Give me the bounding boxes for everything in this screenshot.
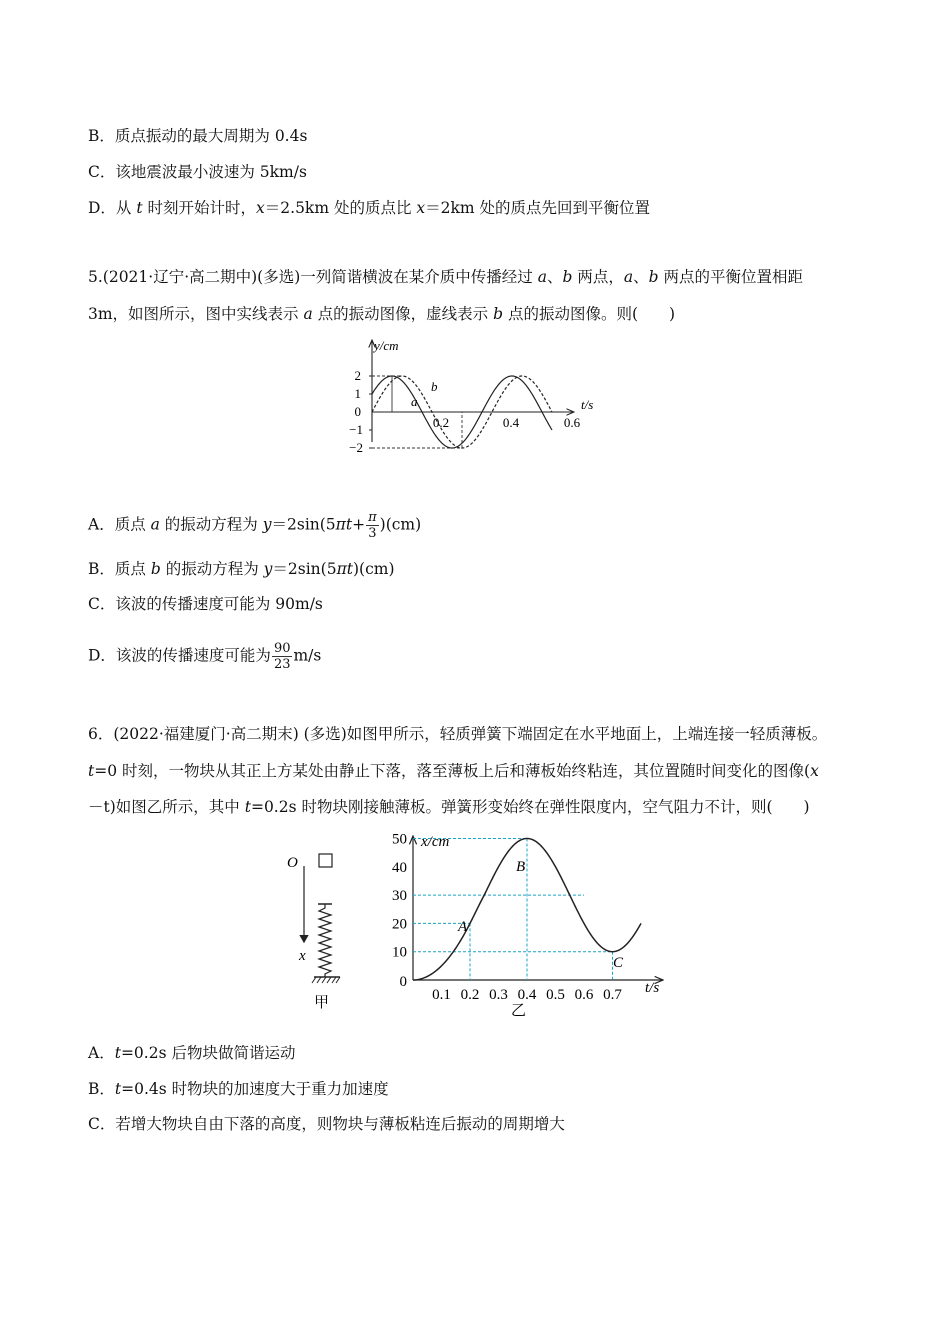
q5-option-d: D．该波的传播速度可能为 $\frac{90}{23}$ m/s <box>88 641 322 672</box>
fig2-y-tick-40: 40 <box>392 859 407 876</box>
fig2-y-axis-label: x/cm <box>421 834 450 850</box>
fraction-pi-over-3: $\frac{\pi}{3}$ <box>368 510 377 541</box>
fig1-y-axis-label: y/cm <box>374 338 399 353</box>
q6-option-b: B．t=0.4s 时物块的加速度大于重力加速度 <box>88 1080 389 1098</box>
origin-label-o: O <box>287 855 298 871</box>
fig1-t-tick-0.4: 0.4 <box>502 415 520 430</box>
caption-jia: 甲 <box>314 995 330 1011</box>
fig2-t-tick-0.4: 0.4 <box>517 987 537 1003</box>
q5-option-c: C．该波的传播速度可能为 90m/s <box>88 595 323 613</box>
fig2-y-tick-20: 20 <box>392 916 407 933</box>
fig2-y-tick-50: 50 <box>392 831 407 848</box>
fig2-axes <box>413 836 663 980</box>
fig2-t-tick-0.3: 0.3 <box>489 987 508 1003</box>
q5-option-b: B．质点 b 的振动方程为 y＝2sin(5πt)(cm) <box>88 560 395 578</box>
fig2-y-tick-0: 0 <box>399 974 407 990</box>
fig1-y-tick-neg1: −1 <box>349 422 363 437</box>
fig2-t-axis-label: t/s <box>645 980 660 996</box>
fig1-y-tick-neg2: −2 <box>349 440 363 455</box>
point-label-b: B <box>516 859 526 875</box>
point-label-a: A <box>458 919 468 935</box>
fig1-t-tick-0.2: 0.2 <box>432 415 450 430</box>
q5-stem-line2: 3m，如图所示，图中实线表示 a 点的振动图像，虚线表示 b 点的振动图像。则( ) <box>88 305 676 323</box>
fig2-t-tick-0.5: 0.5 <box>546 987 565 1003</box>
spring-diagram <box>282 842 362 1017</box>
point-label-c: C <box>613 955 624 971</box>
q6-stem-line3: －t)如图乙所示，其中 t=0.2s 时物块刚接触薄板。弹簧形变始终在弹性限度内，空气阻力不计，则( ) <box>88 798 810 816</box>
q4-option-c: C．该地震波最小波速为 5km/s <box>88 163 307 181</box>
fig2-t-tick-0.2: 0.2 <box>460 987 480 1003</box>
fraction-90-over-23: $\frac{90}{23}$ <box>273 641 291 672</box>
q6-option-a: A．t=0.2s 后物块做简谐运动 <box>88 1044 296 1062</box>
fig2-y-tick-30: 30 <box>392 888 407 905</box>
q6-stem-line2: t=0 时刻，一物块从其正上方某处由静止下落，落至薄板上后和薄板始终粘连，其位置随时间变化的图像(x <box>88 762 819 780</box>
fig1-label-a: a <box>411 394 418 409</box>
q5-option-a: A．质点 a 的振动方程为 y＝2sin(5πt+ $\frac{\pi}{3}$ )(cm) <box>88 510 422 541</box>
q5-vibration-graph <box>345 336 605 464</box>
fig2-guide-lines <box>413 839 613 981</box>
q5-stem-line1: 5.(2021·辽宁·高二期中)(多选)一列简谐横波在某介质中传播经过 a、b 两点，a、b 两点的平衡位置相距 <box>88 268 803 286</box>
fig2-t-tick-0.6: 0.6 <box>574 987 594 1003</box>
fig1-label-b: b <box>431 379 438 394</box>
fig1-y-tick-0: 0 <box>354 404 361 419</box>
x-arrow-label: x <box>299 948 306 964</box>
fig2-t-tick-0.7: 0.7 <box>603 987 622 1003</box>
q4-option-b: B．质点振动的最大周期为 0.4s <box>88 127 308 145</box>
block <box>319 854 332 867</box>
fig1-y-tick-2: 2 <box>354 368 361 383</box>
caption-yi: 乙 <box>511 1003 527 1019</box>
x-t-graph <box>385 830 670 1022</box>
fig1-t-axis-label: t/s <box>581 397 594 412</box>
q6-option-c: C．若增大物块自由下落的高度，则物块与薄板粘连后振动的周期增大 <box>88 1115 565 1133</box>
fig1-t-tick-0.6: 0.6 <box>563 415 581 430</box>
ground-hatching <box>312 977 340 983</box>
q4-option-d: D．从 t 时刻开始计时，x＝2.5km 处的质点比 x＝2km 处的质点先回到平衡位置 <box>88 199 651 217</box>
spring <box>319 904 331 977</box>
fig1-y-tick-1: 1 <box>354 386 361 401</box>
q6-stem-line1: 6．(2022·福建厦门·高二期末) (多选)如图甲所示，轻质弹簧下端固定在水平地面上，上端连接一轻质薄板。 <box>88 725 828 743</box>
fig2-t-tick-0.1: 0.1 <box>432 987 451 1003</box>
fig2-y-tick-10: 10 <box>392 944 407 961</box>
